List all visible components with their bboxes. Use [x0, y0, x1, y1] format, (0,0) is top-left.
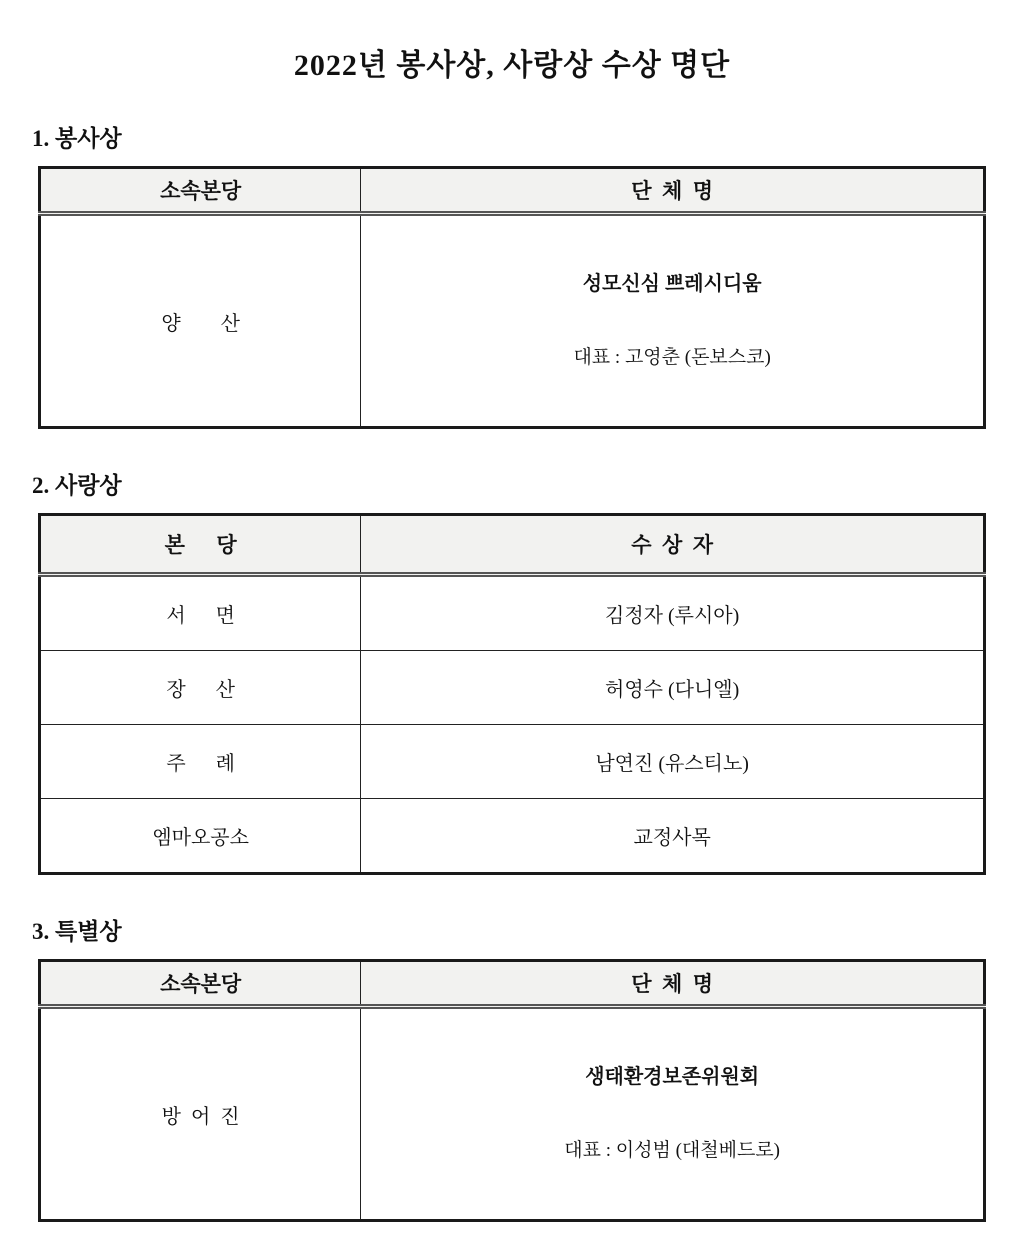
winner-cell: 허영수 (다니엘) [361, 651, 985, 725]
organization-representative: 대표 : 고영춘 (돈보스코) [573, 347, 771, 368]
section-heading-love-award: 2. 사랑상 [32, 473, 122, 498]
column-header-parish: 소속본당 [40, 961, 361, 1007]
special-award-table [38, 959, 986, 1222]
organization-name: 생태환경보존위원회 [585, 1066, 760, 1088]
parish-cell: 장 산 [40, 651, 361, 725]
parish-cell: 양 산 [40, 214, 361, 428]
parish-cell: 방 어 진 [40, 1007, 361, 1221]
table-row [40, 575, 985, 651]
organization-name: 성모신심 쁘레시디움 [582, 273, 762, 295]
winner-cell: 교정사목 [361, 799, 985, 874]
table-header-row [40, 168, 985, 214]
column-header-organization: 단 체 명 [361, 168, 985, 214]
parish-cell: 주 례 [40, 725, 361, 799]
column-header-parish: 본 당 [40, 515, 361, 575]
service-award-table [38, 166, 986, 429]
table-header-row [40, 961, 985, 1007]
table-header-row [40, 515, 985, 575]
column-header-winner: 수 상 자 [361, 515, 985, 575]
table-row [40, 1007, 985, 1221]
section-service-award [32, 120, 986, 429]
column-header-organization: 단 체 명 [361, 961, 985, 1007]
parish-cell: 엠마오공소 [40, 799, 361, 874]
page-title: 2022년 봉사상, 사랑상 수상 명단 [293, 49, 731, 82]
love-award-table [38, 513, 986, 875]
column-header-parish: 소속본당 [40, 168, 361, 214]
section-heading-service-award: 1. 봉사상 [32, 126, 122, 151]
table-row [40, 799, 985, 874]
winner-cell: 남연진 (유스티노) [361, 725, 985, 799]
organization-cell [361, 1007, 985, 1221]
organization-representative: 대표 : 이성범 (대철베드로) [564, 1140, 781, 1161]
table-row [40, 651, 985, 725]
section-special-award [32, 913, 986, 1222]
table-row [40, 725, 985, 799]
parish-cell: 서 면 [40, 575, 361, 651]
section-heading-special-award: 3. 특별상 [32, 919, 122, 944]
table-row [40, 214, 985, 428]
section-love-award [32, 467, 986, 875]
winner-cell: 김정자 (루시아) [361, 575, 985, 651]
organization-cell [361, 214, 985, 428]
